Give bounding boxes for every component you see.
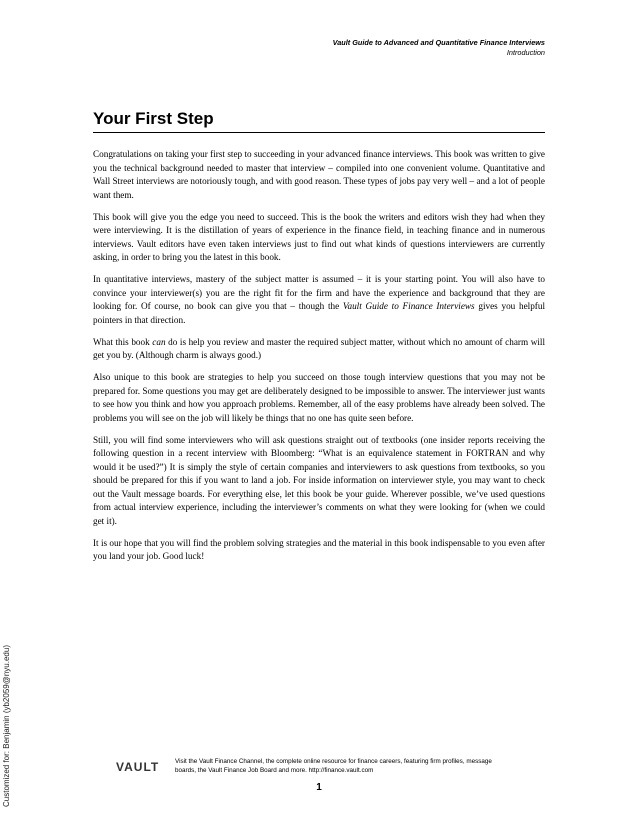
running-header — [333, 38, 545, 58]
paragraph — [93, 273, 545, 327]
page-number: 1 — [316, 782, 322, 793]
footer-promo-text: Visit the Vault Finance Channel, the complete online resource for finance careers, featuring firm profiles, message boards, the Vault Finance Job Board and more. http://finance.vault.com — [175, 758, 492, 774]
paragraph — [93, 336, 545, 363]
paragraph-text: This book will give you the edge you need to succeed. This is the book the writers and editors wish they had when they were interviewing. It is the distillation of years of experience in the finance field, in teaching finance and in numerous interviews. Vault editors have even taken interviews just to find out what kinds of questions interviewers are currently asking, in order to bring you the latest in this book. — [93, 211, 545, 262]
paragraph — [93, 434, 545, 529]
paragraph-text: What this book — [93, 336, 153, 347]
paragraph — [93, 537, 545, 564]
italic-text: can — [152, 336, 166, 347]
page-title: Your First Step — [93, 108, 545, 133]
paragraph-text: It is our hope that you will find the problem solving strategies and the material in this book indispensable to you even after you land your job. Good luck! — [93, 537, 545, 561]
paragraph-text: gives you helpful pointers in that direction. — [93, 301, 545, 325]
paragraph-text: do is help you review and master the required subject matter, without which no amount of charm will get you by. (Although charm is always good.) — [93, 336, 546, 360]
body-text — [93, 148, 545, 572]
paragraph — [93, 211, 545, 265]
paragraph-text: In quantitative interviews, mastery of the subject matter is assumed – it is your starting point. You will also have to convince your interviewer(s) you are the right fit for the firm and have the experience and background that they are looking for. Of course, no book can give you that – though the — [93, 274, 545, 311]
paragraph-text: Still, you will find some interviewers who will ask questions straight out of textbooks (one insider reports receiving the following question in a recent interview with Bloomberg: “What is an equivalence statement in FORTRAN and why would it be used?”) It is simply the style of certain companies and interviewers to ask questions from textbooks, so you should be prepared for this if you want to land a job. For inside information on interviewer style, you may want to check out the Vault message boards. For everything else, let this book be your guide. Wherever possible, we’ve used questions from actual interview experience, including the interviewer’s comments on what they were looking for (when we could get it). — [93, 434, 545, 526]
paragraph — [93, 148, 545, 202]
vault-logo: VAULT — [116, 760, 160, 774]
customized-for-note: Customized for: Benjamin (yb2059@nyu.edu) — [2, 645, 11, 807]
paragraph — [93, 371, 545, 425]
paragraph-text: Also unique to this book are strategies to help you succeed on those tough interview questions that you may not be prepared for. Some questions you may get are deliberately designed to be impossible to answer. The interviewer just wants to see how you think and how you approach problems. Remember, all of the easy problems have already been solved. The problems you will see on the job will likely be things that no one has quite seen before. — [93, 372, 545, 423]
paragraph-text: Congratulations on taking your first step to succeeding in your advanced finance interviews. This book was written to give you the technical background needed to master that interview – compiled into one convenient volume. Quantitative and Wall Street interviews are notoriously tough, and with good reason. These types of jobs pay very well – and a lot of people want them. — [93, 149, 545, 200]
header-section: Introduction — [506, 48, 545, 57]
header-book-title: Vault Guide to Advanced and Quantitative Finance Interviews — [332, 38, 545, 47]
italic-text: Vault Guide to Finance Interviews — [342, 301, 475, 311]
